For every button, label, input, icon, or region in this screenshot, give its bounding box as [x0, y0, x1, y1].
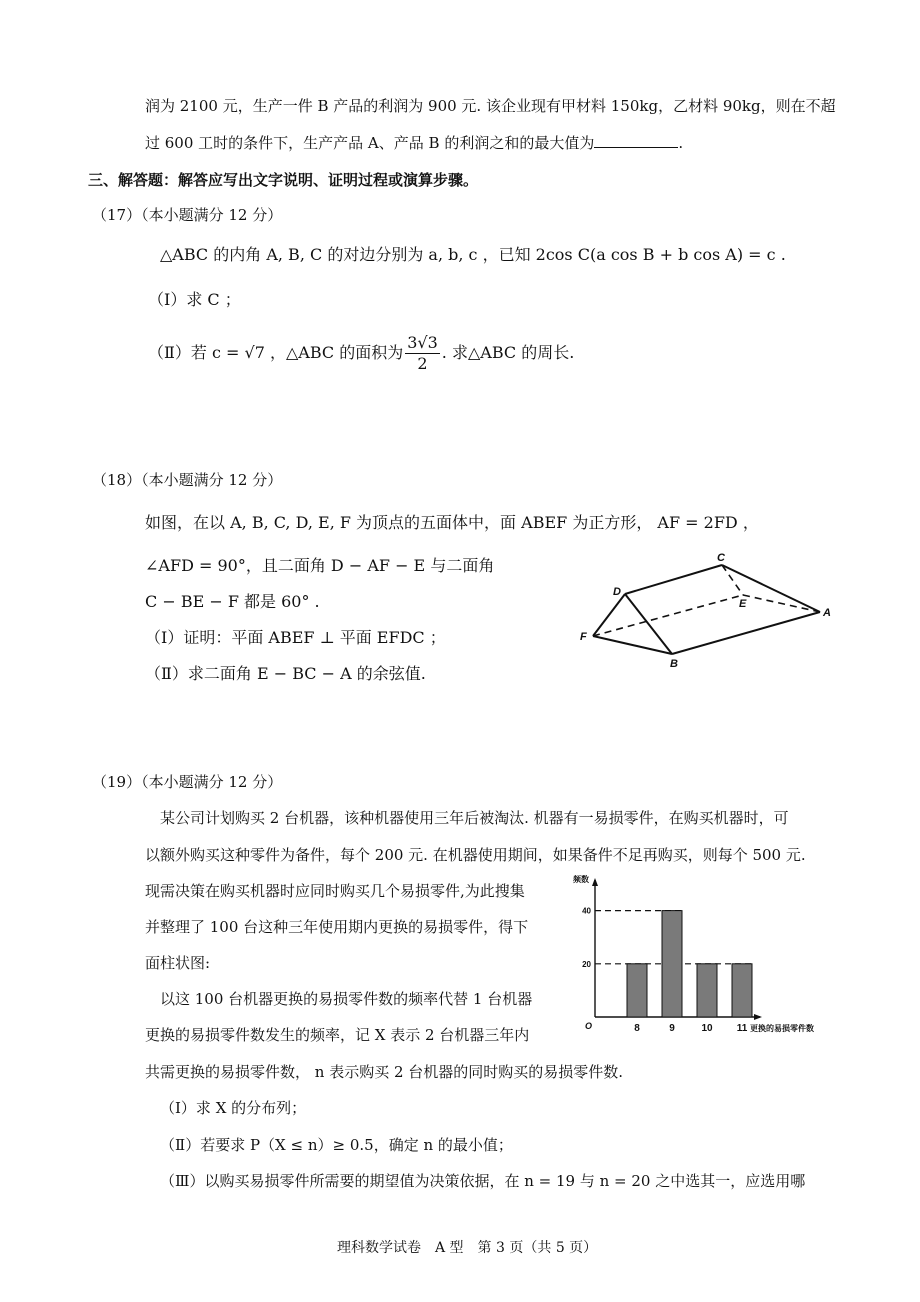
y-tick-label: 40: [582, 906, 591, 916]
answer-blank: [594, 133, 678, 148]
fraction-numerator: 3√3: [407, 333, 438, 352]
x-axis-title: 更换的易损零件数: [750, 1024, 814, 1033]
edge-DF: [593, 594, 625, 636]
x-tick-label: 9: [669, 1023, 675, 1034]
q16-line2: [145, 133, 683, 153]
edge-FE-hidden: [593, 595, 743, 636]
q19-line1: 某公司计划购买 2 台机器，该种机器使用三年后被淘汰. 机器有一易损零件，在购买机器时，可: [160, 809, 789, 827]
area-fraction: [405, 333, 440, 374]
q19-line3: 现需决策在购买机器时应同时购买几个易损零件,为此搜集: [145, 882, 525, 900]
bar-11: [732, 964, 752, 1017]
q19-header: （19）（本小题满分 12 分）: [92, 773, 283, 791]
q19-line5: 面柱状图:: [145, 954, 211, 972]
q19-part3: （Ⅲ）以购买易损零件所需要的期望值为决策依据，在 n = 19 与 n = 20 之中选其一，应选用哪: [160, 1172, 806, 1190]
pentahedron-figure: [575, 550, 845, 675]
page-footer: 理科数学试卷 A 型 第 3 页（共 5 页）: [337, 1240, 598, 1256]
y-axis-title: 频数: [573, 875, 589, 884]
q18-line2: ∠AFD = 90°，且二面角 D − AF − E 与二面角: [145, 556, 495, 575]
q19-part1: （Ⅰ）求 X 的分布列；: [160, 1099, 307, 1117]
q17-part2-text: （Ⅱ）若 c = √7 ，△ABC 的面积为: [148, 343, 404, 362]
edge-EA-hidden: [743, 595, 820, 612]
x-tick-label: 11: [736, 1023, 748, 1034]
q18-part1: （Ⅰ）证明：平面 ABEF ⊥ 平面 EFDC ；: [145, 628, 446, 647]
q19-line8: 共需更换的易损零件数， n 表示购买 2 台机器的同时购买的易损零件数.: [145, 1063, 624, 1081]
label-F: F: [580, 631, 587, 643]
chart-labels: [573, 874, 814, 1034]
label-E: E: [739, 598, 747, 610]
edge-BA: [672, 612, 820, 654]
q19-line2: 以额外购买这种零件为备件，每个 200 元. 在机器使用期间，如果备件不足再购买，则每个 500 元.: [145, 846, 806, 864]
x-tick-label: 8: [634, 1023, 640, 1034]
label-D: D: [613, 586, 621, 598]
y-axis-arrow: [592, 878, 598, 886]
section-3-title: 三、解答题：解答应写出文字说明、证明过程或演算步骤。: [88, 171, 479, 189]
edge-CA: [722, 565, 820, 612]
q17-part1: （Ⅰ）求 C ；: [148, 290, 241, 309]
label-C: C: [717, 552, 725, 564]
q17-stem: △ABC 的内角 A, B, C 的对边分别为 a, b, c ，已知 2cos C(a cos B + b cos A) = c .: [160, 245, 786, 264]
q18-line3: C − BE − F 都是 60° .: [145, 592, 320, 611]
bar-8: [627, 964, 647, 1017]
q16-line1: 润为 2100 元，生产一件 B 产品的利润为 900 元. 该企业现有甲材料 150kg，乙材料 90kg，则在不超: [145, 97, 836, 115]
bar-10: [697, 964, 717, 1017]
x-axis-arrow: [754, 1014, 762, 1020]
label-B: B: [670, 658, 678, 670]
bar-9: [662, 911, 682, 1017]
q18-part2: （Ⅱ）求二面角 E − BC − A 的余弦值.: [145, 664, 426, 683]
q16-period: .: [678, 134, 684, 152]
x-tick-label: 10: [701, 1023, 713, 1034]
q19-part2: （Ⅱ）若要求 P（X ≤ n）≥ 0.5，确定 n 的最小值；: [160, 1136, 513, 1154]
q17-part2: [148, 333, 574, 374]
y-tick-label: 20: [582, 959, 591, 969]
q17-part2-tail: . 求△ABC 的周长.: [441, 343, 575, 362]
q19-line4: 并整理了 100 台这种三年使用期内更换的易损零件，得下: [145, 918, 529, 936]
q18-header: （18）（本小题满分 12 分）: [92, 471, 283, 489]
fraction-denominator: 2: [417, 354, 428, 373]
q17-header: （17）（本小题满分 12 分）: [92, 206, 283, 224]
edge-DC: [625, 565, 722, 594]
origin-label: O: [585, 1021, 593, 1031]
bar-chart: [565, 872, 840, 1037]
q18-line1: 如图，在以 A, B, C, D, E, F 为顶点的五面体中，面 ABEF 为正方形， AF = 2FD ，: [145, 513, 759, 532]
label-A: A: [823, 607, 831, 619]
q19-line6: 以这 100 台机器更换的易损零件数的频率代替 1 台机器: [160, 990, 533, 1008]
q16-line2-text: 过 600 工时的条件下，生产产品 A、产品 B 的利润之和的最大值为: [145, 134, 595, 152]
q19-line7: 更换的易损零件数发生的频率，记 X 表示 2 台机器三年内: [145, 1026, 530, 1044]
